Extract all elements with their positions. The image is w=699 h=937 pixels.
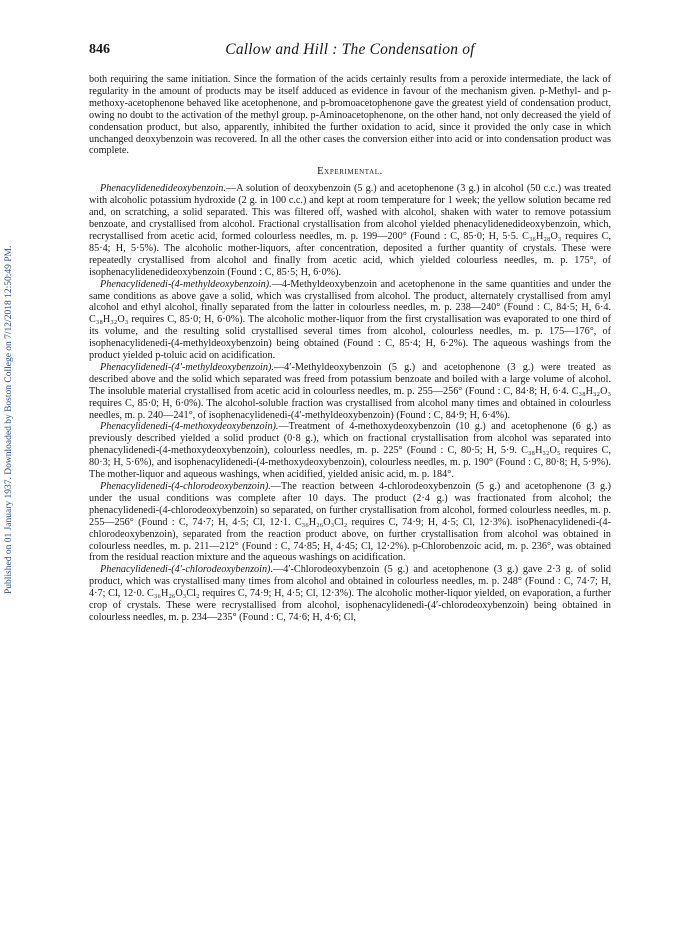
intro-paragraph: both requiring the same initiation. Since the formation of the acids certainly results from a peroxide intermediate, the lack of regularity in the amount of products may be itself adduced as evidence in favour of the mechanism given. p-Methyl- and p-methoxy-acetophenone behaved like acetophenone, and p-bromoacetophenone gave the greatest yield of condensation product, owing no doubt to the activation of the methyl group. p-Aminoacetophenone, on the other hand, not only decreased the yield of condensation product, but also, apparently, inhibited the further oxidation to acid, since it provided the only case in which unchanged deoxybenzoin was recovered. In all the other cases the conversion either into acid or into condensation product was complete.: [89, 74, 611, 157]
experiment-paragraph: [89, 279, 611, 362]
running-head: Callow and Hill : The Condensation of: [225, 41, 475, 58]
page-header: [89, 40, 611, 62]
section-heading: Experimental.: [317, 166, 383, 178]
compound-title: Phenacylidenedi-(4′-methyldeoxybenzoin).: [100, 361, 274, 373]
paragraph-text: —4-Methyldeoxybenzoin and acetophenone in the same quantities and under the same conditions as above gave a solid, which was crystallised from alcohol. The product, alternately crystallised from amyl alcohol and ethyl alcohol, finally separated from the latter in colourless needles, m. p. 238—240° (Found : C, 84·5; H, 6·4. C₃₈H₃₂O₃ requires C, 85·0; H, 6·0%). The alcoholic mother-liquor from the first crystallisation was evaporated to one third of its volume, and the resulting solid crystallised several times from alcohol, colourless needles, m. p. 175—176°, of isophenacylidenedi-(4-methyldeoxybenzoin) being obtained (Found : C, 85·4; H, 6·2%). The aqueous washings from the product yielded p-toluic acid on acidification.: [89, 278, 611, 362]
paragraph-text: —The reaction between 4-chlorodeoxybenzoin (5 g.) and acetophenone (3 g.) under the usual conditions was complete after 10 days. The product (2·4 g.) was fractionated from alcohol; the phenacylidenedi-(4-chlorodeoxybenzoin) so separated, on further crystallisation from alcohol, formed colourless needles, m. p. 255—256° (Found : C, 74·7; H, 4·5; Cl, 12·1. C₃₆H₂₆O₃Cl₂ requires C, 74·9; H, 4·5; Cl, 12·3%). isoPhenacylidenedi-(4-chlorodeoxybenzoin), separated from the reaction product above, on further crystallisation from alcohol was obtained in colourless needles, m. p. 211—212° (Found : C, 74·85; H, 4·45; Cl, 12·2%). p-Chlorobenzoic acid, m. p. 236°, was obtained from the residual reaction mixture and the aqueous washings on acidification.: [89, 481, 611, 564]
paragraph-text: —4′-Methyldeoxybenzoin (5 g.) and acetophenone (3 g.) were treated as described above and the solid which separated was freed from potassium benzoate and boiled with a large volume of alcohol. The insoluble material crystallised from acetic acid in colourless needles, m. p. 255—256° (Found : C, 84·8; H, 6·4. C₃₈H₃₂O₃ requires C, 85·0; H, 6·0%). The alcohol-soluble fraction was crystallised from alcohol many times and obtained in colourless needles, m. p. 240—241°, of isophenacylidenedi-(4′-methyldeoxybenzoin) (Found : C, 84·9; H, 6·4%).: [89, 361, 611, 421]
compound-title: Phenacylidenedideoxybenzoin.: [100, 183, 226, 195]
paragraph-text: —4′-Chlorodeoxybenzoin (5 g.) and acetophenone (3 g.) gave 2·3 g. of solid product, which was crystallised many times from alcohol and obtained in colourless needles, m. p. 248° (Found : C, 74·7; H, 4·7; Cl, 12·0. C₃₆H₂₆O₃Cl₂ requires C, 74·9; H, 4·5; Cl, 12·3%). The alcoholic mother-liquor yielded, on evaporation, a further crop of crystals. These were recrystallised from alcohol, isophenacylidenedi-(4′-chlorodeoxybenzoin) being obtained in colourless needles, m. p. 234—235° (Found : C, 74·6; H, 4·6; Cl,: [89, 564, 611, 623]
page-number: 846: [89, 42, 110, 57]
compound-title: Phenacylidenedi-(4-methoxydeoxybenzoin).: [100, 421, 279, 433]
experiment-paragraph: [89, 421, 611, 481]
compound-title: Phenacylidenedi-(4′-chlorodeoxybenzoin).: [100, 564, 273, 576]
paragraph-text: —A solution of deoxybenzoin (5 g.) and acetophenone (3 g.) in alcohol (50 c.c.) was treated with alcoholic potassium hydroxide (2 g. in 100 c.c.) and kept at room temperature for 1 week; the yellow solution became red and, on scratching, a solid separated. This was filtered off, washed with alcohol, shaken with water to remove potassium benzoate, and crystallised from alcohol. Fractional crystallisation from alcohol yielded phenacylidenedideoxybenzoin, which, recrystallised from acetic acid, formed colourless needles, m. p. 199—200° (Found : C, 85·0; H, 5·5. C₃₆H₂₈O₃ requires C, 85·4; H, 5·5%). The alcoholic mother-liquors, after concentration, deposited a further quantity of crystals. These were repeatedly crystallised from alcohol and finally from acetic acid, which yielded colourless needles, m. p. 175°, of isophenacylidenedideoxybenzoin (Found : C, 85·5; H, 6·0%).: [89, 183, 611, 278]
experiment-paragraph: [89, 362, 611, 422]
compound-title: Phenacylidenedi-(4-chlorodeoxybenzoin).: [100, 481, 271, 492]
experiment-paragraph: [89, 183, 611, 278]
compound-title: Phenacylidenedi-(4-methyldeoxybenzoin).: [100, 278, 272, 290]
margin-publication-note: Published on 01 January 1937. Downloaded by Boston College on 7/12/2018 12:50:49 PM.: [4, 245, 14, 595]
article-body: [89, 74, 611, 624]
experiment-paragraph: [89, 481, 611, 564]
experiment-paragraph: [89, 564, 611, 624]
paragraph-text: —Treatment of 4-methoxydeoxybenzoin (10 g.) and acetophenone (6 g.) as previously described yielded a solid product (0·8 g.), which on fractional crystallisation from alcohol was separated into phenacylidenedi-(4-methoxydeoxybenzoin), colourless needles, m. p. 225° (Found : C, 80·5; H, 5·9. C₃₈H₃₂O₅ requires C, 80·3; H, 5·6%), and isophenacylidenedi-(4-methoxydeoxybenzoin), colourless needles, m. p. 190° (Found : C, 80·8; H, 5·9%). The mother-liquor and aqueous washings, when acidified, yielded anisic acid, m. p. 184°.: [89, 421, 611, 481]
